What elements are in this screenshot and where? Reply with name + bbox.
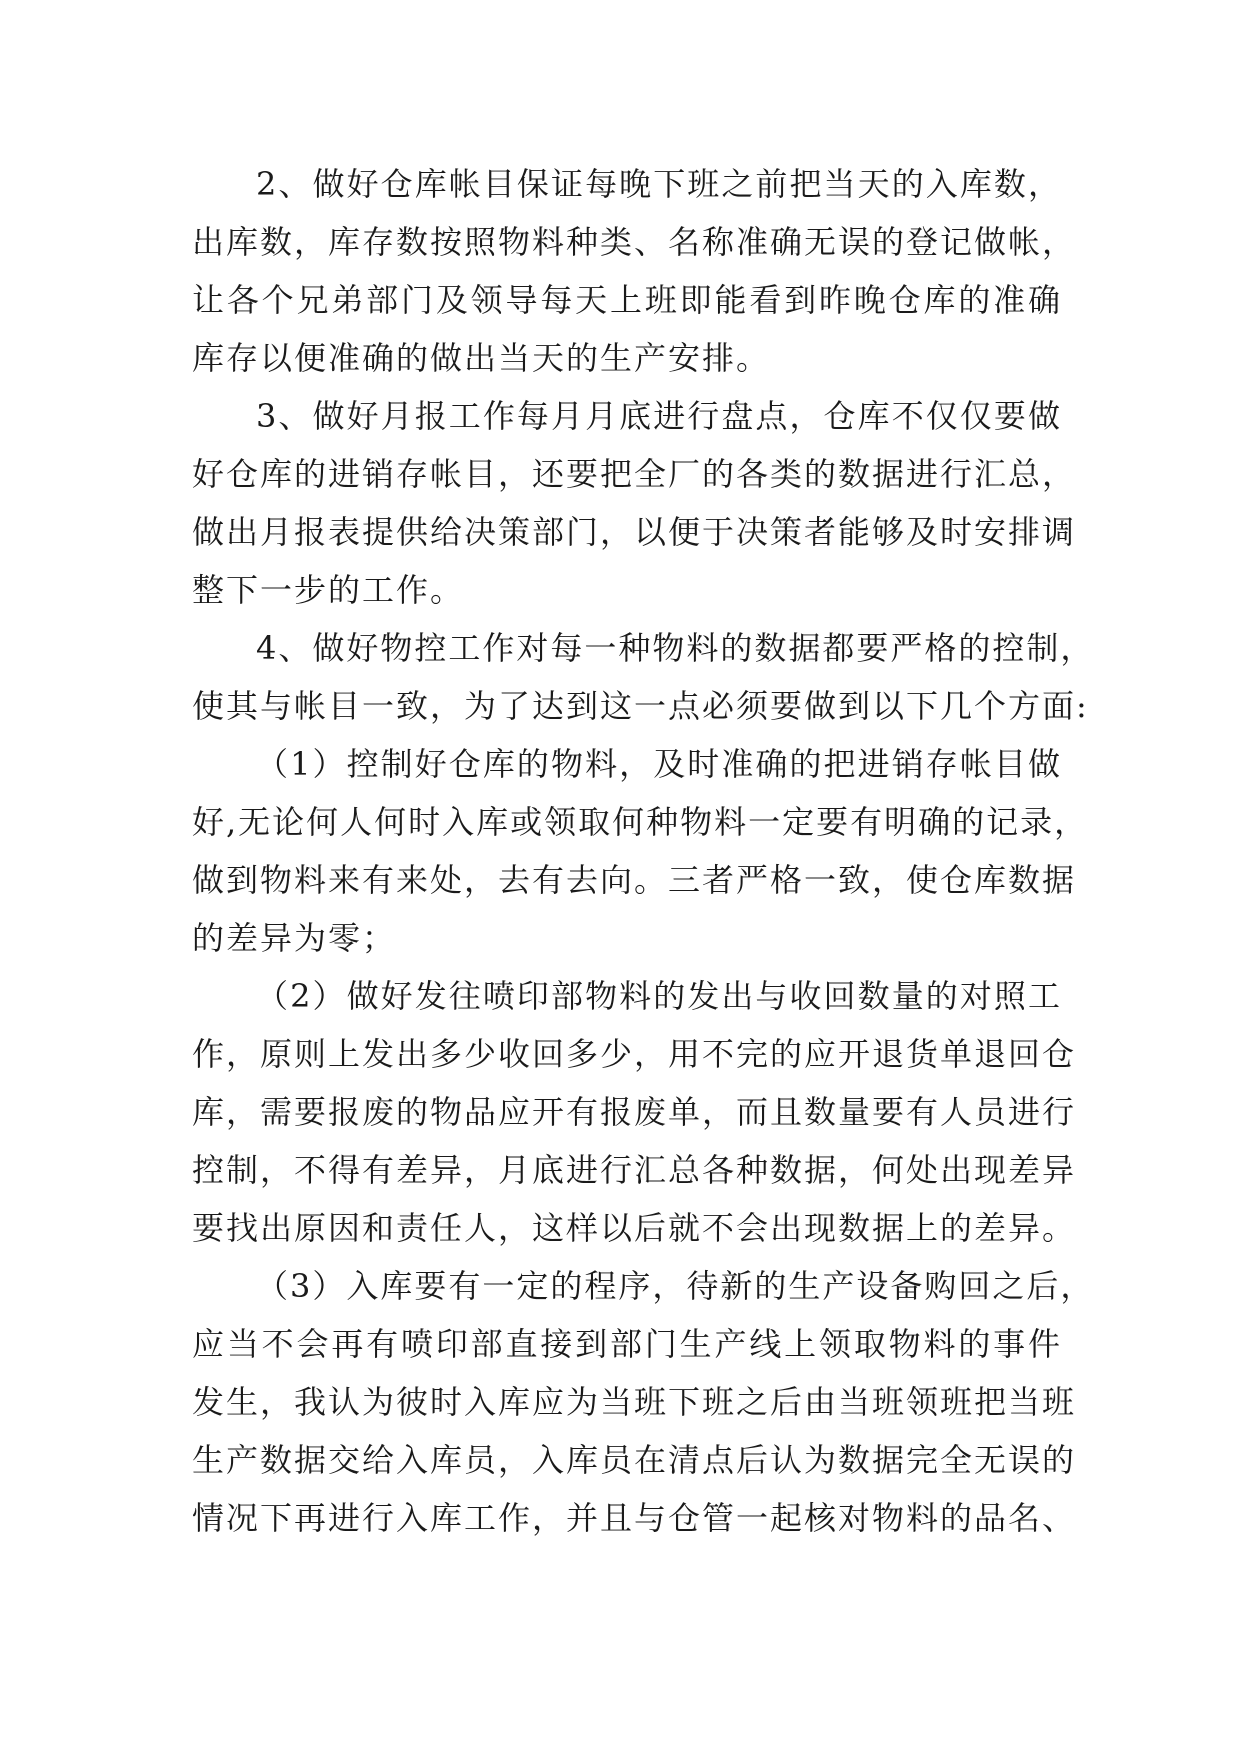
paragraph-2-line-1: 2、做好仓库帐目保证每晚下班之前把当天的入库数， xyxy=(256,165,1062,203)
item-1-line-4: 的差异为零； xyxy=(192,919,397,957)
item-3-line-3: 发生，我认为彼时入库应为当班下班之后由当班领班把当班 xyxy=(192,1383,1077,1421)
paragraph-2-line-3: 让各个兄弟部门及领导每天上班即能看到昨晚仓库的准确 xyxy=(192,281,1062,319)
item-3-line-4: 生产数据交给入库员，入库员在清点后认为数据完全无误的 xyxy=(192,1441,1077,1479)
item-1-line-2: 好,无论何人何时入库或领取何种物料一定要有明确的记录， xyxy=(192,803,1089,841)
paragraph-2-line-2: 出库数，库存数按照物料种类、名称准确无误的登记做帐， xyxy=(192,223,1077,261)
document-body xyxy=(192,155,1095,1547)
item-2-line-2: 作，原则上发出多少收回多少，用不完的应开退货单退回仓 xyxy=(192,1035,1077,1073)
paragraph-3-line-4: 整下一步的工作。 xyxy=(192,571,465,609)
item-3-line-1: （3）入库要有一定的程序，待新的生产设备购回之后， xyxy=(256,1267,1095,1305)
item-2-line-3: 库，需要报废的物品应开有报废单，而且数量要有人员进行 xyxy=(192,1093,1077,1131)
item-2-line-1: （2）做好发往喷印部物料的发出与收回数量的对照工 xyxy=(256,977,1062,1015)
paragraph-3-line-3: 做出月报表提供给决策部门，以便于决策者能够及时安排调 xyxy=(192,513,1077,551)
item-2-line-4: 控制，不得有差异，月底进行汇总各种数据，何处出现差异 xyxy=(192,1151,1077,1189)
paragraph-4-line-1: 4、做好物控工作对每一种物料的数据都要严格的控制， xyxy=(256,629,1095,667)
item-1-line-3: 做到物料来有来处，去有去向。三者严格一致，使仓库数据 xyxy=(192,861,1077,899)
paragraph-3-line-2: 好仓库的进销存帐目，还要把全厂的各类的数据进行汇总， xyxy=(192,455,1077,493)
paragraph-3-line-1: 3、做好月报工作每月月底进行盘点，仓库不仅仅要做 xyxy=(256,397,1062,435)
item-2-line-5: 要找出原因和责任人，这样以后就不会出现数据上的差异。 xyxy=(192,1209,1077,1247)
paragraph-4-line-2: 使其与帐目一致，为了达到这一点必须要做到以下几个方面: xyxy=(192,687,1089,725)
paragraph-2-line-4: 库存以便准确的做出当天的生产安排。 xyxy=(192,339,771,377)
item-3-line-5: 情况下再进行入库工作，并且与仓管一起核对物料的品名、 xyxy=(192,1499,1077,1537)
item-3-line-2: 应当不会再有喷印部直接到部门生产线上领取物料的事件 xyxy=(192,1325,1062,1363)
item-1-line-1: （1）控制好仓库的物料，及时准确的把进销存帐目做 xyxy=(256,745,1062,783)
